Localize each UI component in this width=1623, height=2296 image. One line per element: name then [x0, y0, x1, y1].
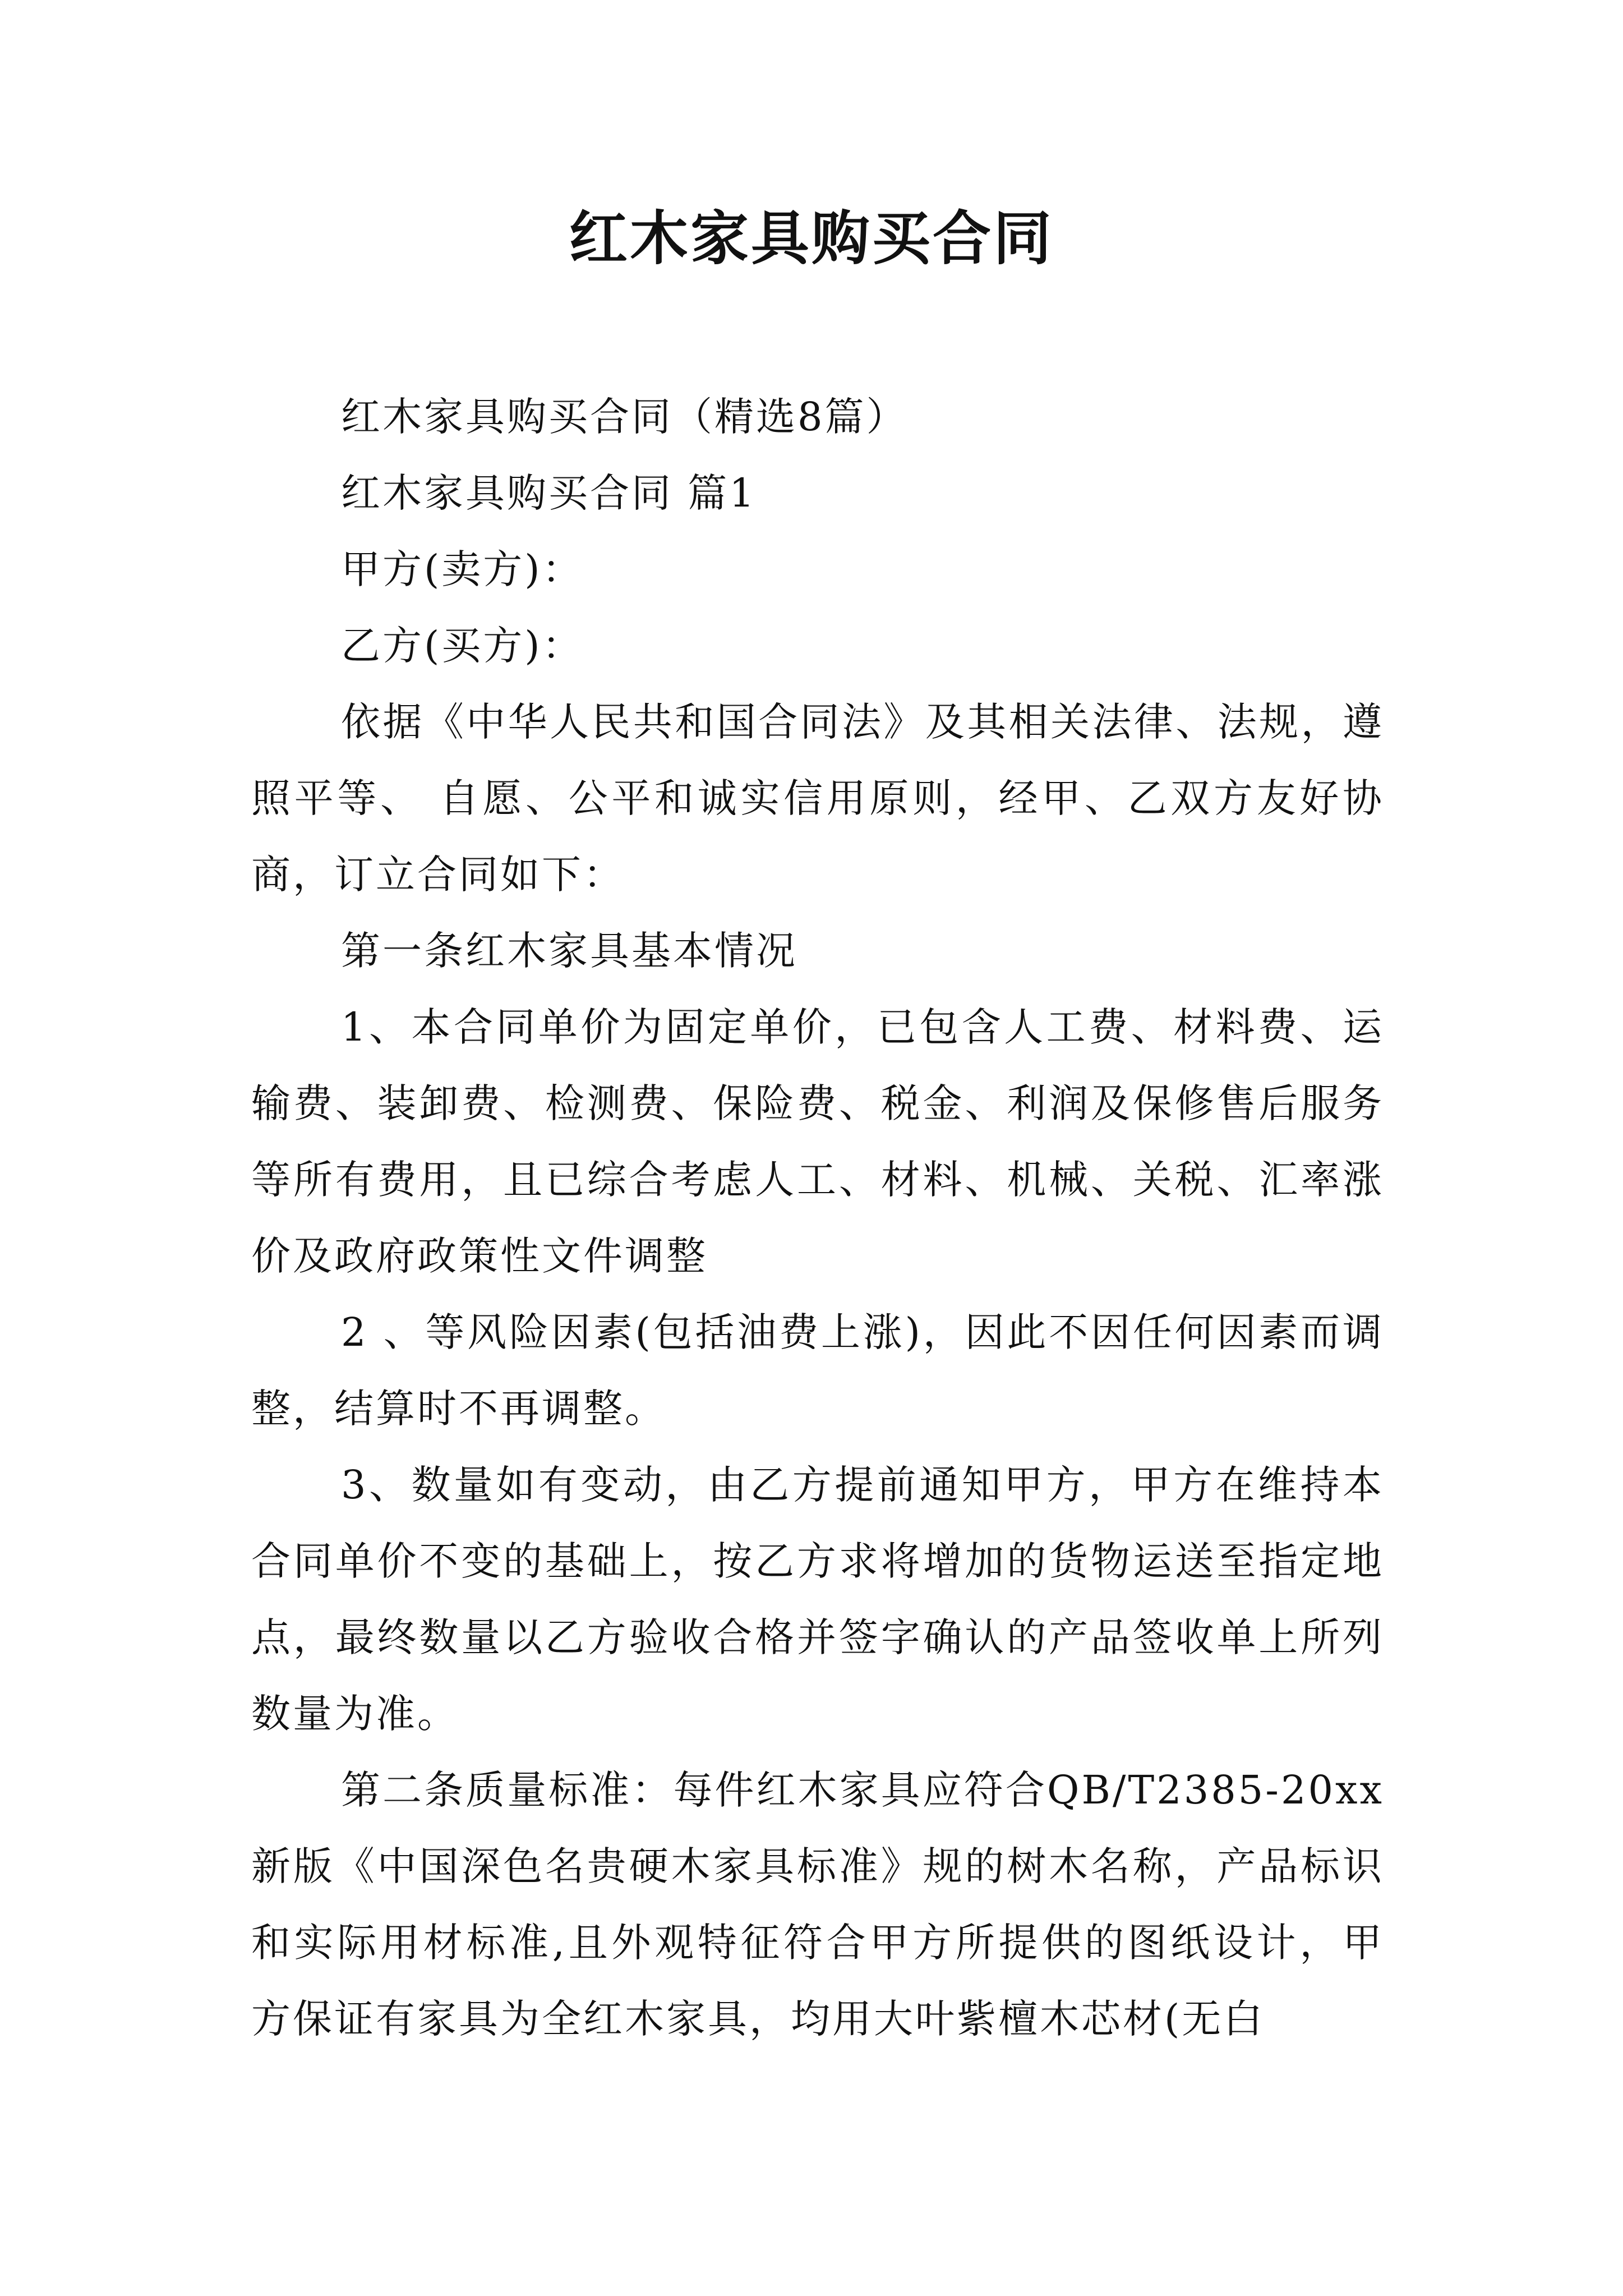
clause-2-paragraph: 2 、等风险因素(包括油费上涨)，因此不因任何因素而调整，结算时不再调整。: [251, 1309, 1384, 1432]
article-two-paragraph: 第二条质量标准：每件红木家具应符合QB/T2385-20xx新版《中国深色名贵硬木家具标准》规的树木名称，产品标识和实际用材标准,且外观特征符合甲方所提供的图纸设计，甲方保证有家具为全红木家具，均用大叶紫檀木芯材(无白: [251, 1767, 1384, 2042]
section-heading: 红木家具购买合同 篇1: [341, 470, 757, 516]
subtitle-paragraph: 红木家具购买合同（精选8篇）: [341, 394, 908, 440]
clause-1-paragraph: 1、本合同单价为固定单价，已包含人工费、材料费、运输费、装卸费、检测费、保险费、税金、利润及保修售后服务等所有费用，且已综合考虑人工、材料、机械、关税、汇率涨价及政府政策性文件调整: [251, 1004, 1384, 1279]
document-title: 红木家具购买合同: [569, 204, 1054, 273]
article-one-heading: 第一条红木家具基本情况: [341, 928, 797, 974]
document-body: [251, 379, 1384, 2057]
clause-3-paragraph: 3、数量如有变动，由乙方提前通知甲方，甲方在维持本合同单价不变的基础上，按乙方求将增加的货物运送至指定地点，最终数量以乙方验收合格并签字确认的产品签收单上所列数量为准。: [251, 1462, 1384, 1737]
preamble-paragraph: 依据《中华人民共和国合同法》及其相关法律、法规，遵照平等、 自愿、公平和诚实信用原则，经甲、乙双方友好协商，订立合同如下：: [251, 699, 1384, 898]
party-b-line: 乙方(买方)：: [341, 623, 584, 669]
party-a-line: 甲方(卖方)：: [341, 546, 584, 592]
